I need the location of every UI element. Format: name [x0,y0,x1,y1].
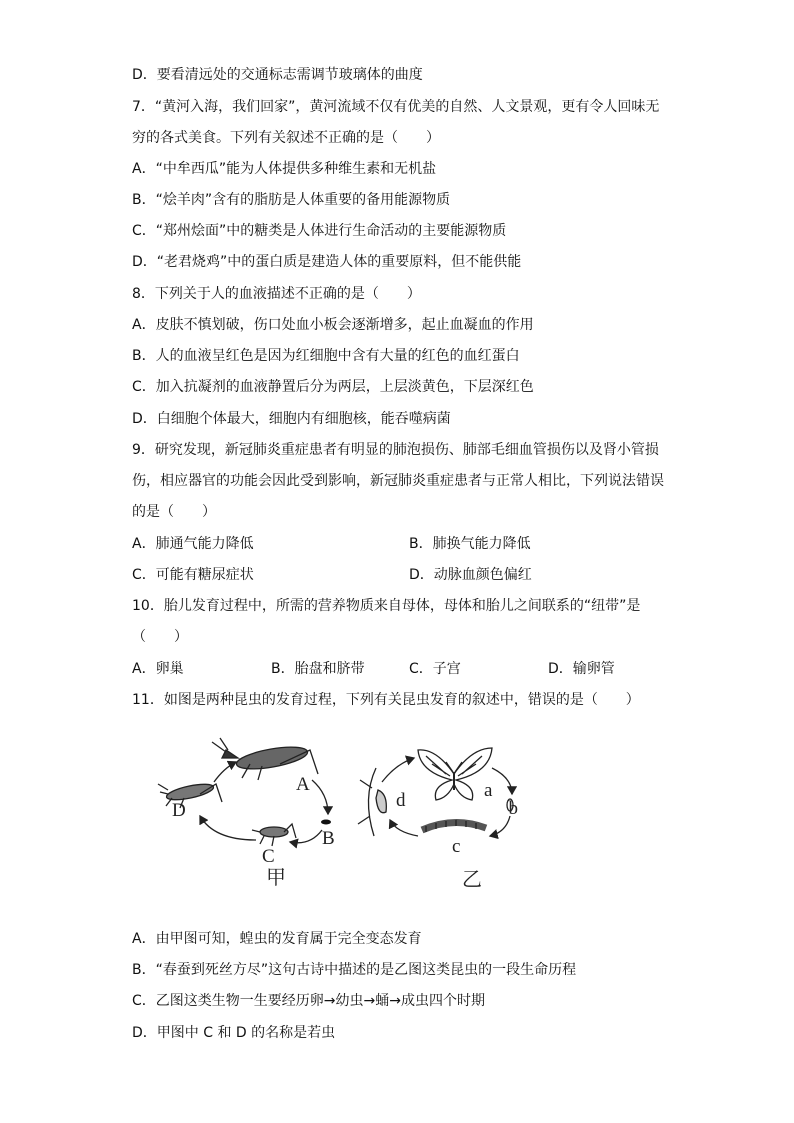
svg-text:C: C [262,846,275,867]
svg-text:a: a [484,780,493,801]
svg-text:b: b [508,798,518,819]
svg-text:d: d [396,790,406,811]
q9-stem-line-2: 伤，相应器官的功能会因此受到影响，新冠肺炎重症患者与正常人相比，下列说法错误 [132,473,664,489]
grasshopper-nymph-small-icon [252,824,296,846]
q6-option-d: D．要看清远处的交通标志需调节玻璃体的曲度 [132,67,423,83]
q10-stem-line-2: （ ） [132,629,188,645]
q11-option-a: A．由甲图可知，蝗虫的发育属于完全变态发育 [132,931,422,947]
caterpillar-icon [422,820,486,832]
svg-text:甲: 甲 [266,865,286,889]
svg-text:D: D [172,800,186,821]
q8-option-c: C．加入抗凝剂的血液静置后分为两层，上层淡黄色，下层深红色 [132,379,534,395]
q11-option-c: C．乙图这类生物一生要经历卵→幼虫→蛹→成虫四个时期 [132,993,485,1009]
q9-option-b: B．肺换气能力降低 [409,536,531,552]
q9-option-c: C．可能有糖尿症状 [132,567,254,583]
q7-option-a: A．“中牟西瓜”能为人体提供多种维生素和无机盐 [132,161,437,177]
q7-option-b: B．“烩羊肉”含有的脂肪是人体重要的备用能源物质 [132,192,451,208]
q10-option-a: A．卵巢 [132,661,184,677]
q8-option-d: D．白细胞个体最大，细胞内有细胞核，能吞噬病菌 [132,411,451,427]
insect-development-figure [150,728,520,893]
q7-option-d: D．“老君烧鸡”中的蛋白质是建造人体的重要原料，但不能供能 [132,254,522,270]
q7-option-c: C．“郑州烩面”中的糖类是人体进行生命活动的主要能源物质 [132,223,507,239]
q11-option-d: D．甲图中 C 和 D 的名称是若虫 [132,1025,336,1041]
q10-stem-line-1: 10．胎儿发育过程中，所需的营养物质来自母体，母体和胎儿之间联系的“纽带”是 [132,598,641,614]
grasshopper-nymph-large-icon [158,781,222,808]
grasshopper-egg-icon [321,820,331,825]
svg-text:乙: 乙 [462,867,482,891]
svg-text:c: c [452,836,461,857]
q9-stem-line-3: 的是（ ） [132,504,216,520]
svg-text:A: A [296,774,310,795]
q11-stem: 11．如图是两种昆虫的发育过程，下列有关昆虫发育的叙述中，错误的是（ ） [132,692,640,708]
q7-stem-line-2: 穷的各式美食。下列有关叙述不正确的是（ ） [132,130,440,146]
q10-option-d: D．输卵管 [548,661,615,677]
q10-option-b: B．胎盘和脐带 [271,661,365,677]
q9-option-d: D．动脉血颜色偏红 [409,567,532,583]
q8-option-b: B．人的血液呈红色是因为红细胞中含有大量的红色的血红蛋白 [132,348,520,364]
q7-stem-line-1: 7．“黄河入海，我们回家”，黄河流域不仅有优美的自然、人文景观，更有令人回味无 [132,99,660,115]
q8-option-a: A．皮肤不慎划破，伤口处血小板会逐渐增多，起止血凝血的作用 [132,317,534,333]
pupa-on-branch-icon [358,768,386,836]
q9-stem-line-1: 9．研究发现，新冠肺炎重症患者有明显的肺泡损伤、肺部毛细血管损伤以及肾小管损 [132,442,659,458]
adult-butterfly-icon [418,748,492,800]
q9-option-a: A．肺通气能力降低 [132,536,254,552]
q10-option-c: C．子宫 [409,661,461,677]
q11-option-b: B．“春蚕到死丝方尽”这句古诗中描述的是乙图这类昆虫的一段生命历程 [132,962,577,978]
svg-text:B: B [322,828,335,849]
q8-stem: 8．下列关于人的血液描述不正确的是（ ） [132,286,421,302]
